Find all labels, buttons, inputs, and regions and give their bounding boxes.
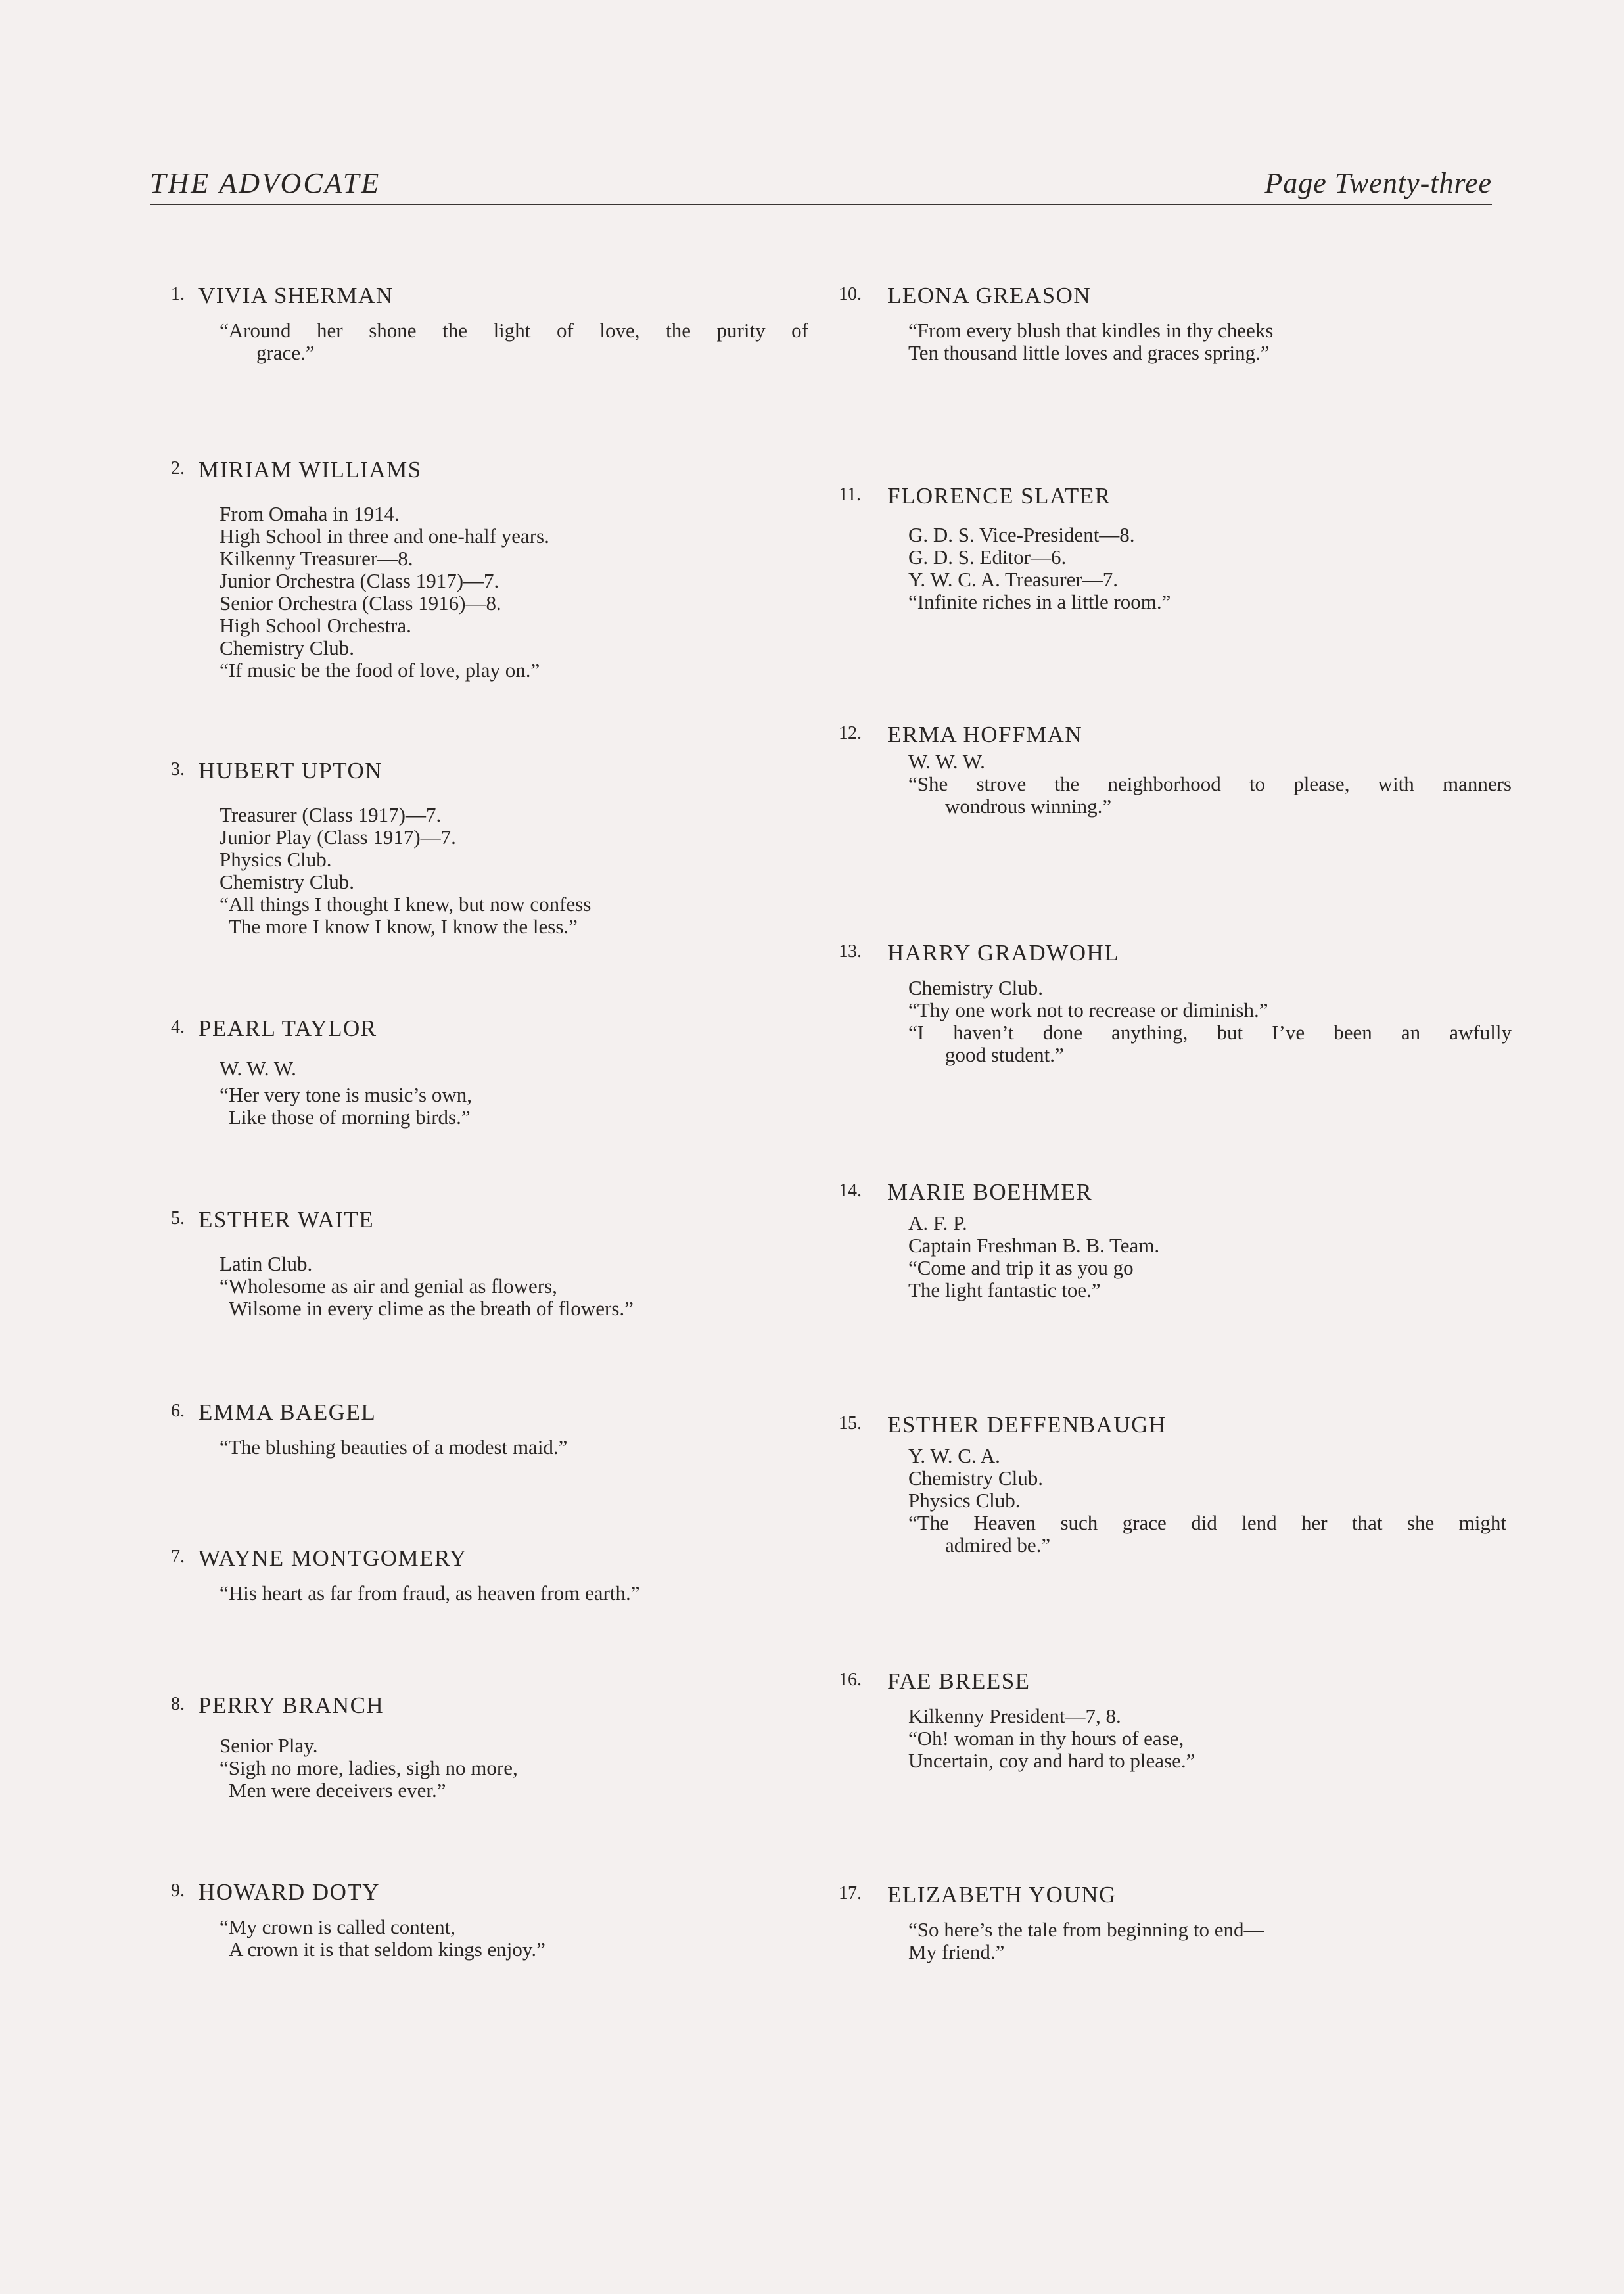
entry-number: 1. [171,284,185,304]
entry-name: FLORENCE SLATER [887,483,1111,509]
entry-number: 16. [839,1670,862,1690]
entry-line: wondrous winning.” [945,795,1112,818]
entry-15 [839,1411,1551,1557]
entry-number: 8. [171,1694,185,1714]
entry-line: Chemistry Club. [908,1466,1043,1489]
entry-line: “She strove the neighborhood to please, with manners [908,772,1512,795]
entry-name: MARIE BOEHMER [887,1179,1093,1205]
entry-line: “His heart as far from fraud, as heaven from earth.” [220,1581,640,1604]
entry-16 [839,1667,1551,1772]
entry-number: 14. [839,1181,862,1201]
entry-line: “I haven’t done anything, but I’ve been an awfully [908,1021,1512,1044]
entry-line: “Oh! woman in thy hours of ease, [908,1727,1184,1750]
entry-line: “Infinite riches in a little room.” [908,590,1171,613]
entry-number: 9. [171,1881,185,1901]
entry-line: “The blushing beauties of a modest maid.” [220,1436,568,1459]
entry-number: 17. [839,1883,862,1904]
entry-name: ESTHER DEFFENBAUGH [887,1412,1167,1438]
entry-line: Y. W. C. A. [908,1444,1000,1467]
entry-name: WAYNE MONTGOMERY [198,1545,467,1571]
page-header [150,168,1492,205]
entry-number: 4. [171,1017,185,1037]
entry-line: Physics Club. [908,1489,1021,1512]
entry-line: From Omaha in 1914. [220,502,400,525]
entry-line: “Wholesome as air and genial as flowers, [220,1275,557,1298]
entry-line: “From every blush that kindles in thy cheeks [908,319,1274,342]
entry-line: “The Heaven such grace did lend her that she might [908,1511,1506,1534]
entry-line: Uncertain, coy and hard to please.” [908,1749,1195,1772]
entry-line: grace.” [256,341,315,364]
entry-line: The light fantastic toe.” [908,1278,1101,1301]
entry-name: VIVIA SHERMAN [198,283,394,308]
entry-line: Senior Play. [220,1734,318,1757]
entry-line: Captain Freshman B. B. Team. [908,1234,1160,1257]
entry-line: “My crown is called content, [220,1915,455,1938]
entry-12 [839,720,1551,818]
entry-line: Ten thousand little loves and graces spring.” [908,341,1270,364]
entry-number: 6. [171,1401,185,1421]
entry-name: LEONA GREASON [887,283,1092,308]
entry-line: The more I know I know, I know the less.” [229,915,578,938]
page-number: Page Twenty-three [1264,167,1492,199]
entry-line: Physics Club. [220,848,332,871]
entry-name: MIRIAM WILLIAMS [198,457,422,482]
entry-line: good student.” [945,1043,1064,1066]
entry-line: High School in three and one-half years. [220,525,549,548]
entry-line: Junior Orchestra (Class 1917)—7. [220,569,499,592]
entry-line: My friend.” [908,1940,1005,1963]
entry-7 [171,1544,862,1604]
entry-number: 5. [171,1208,185,1229]
entry-line: Like those of morning birds.” [229,1106,471,1129]
entry-2 [171,456,862,682]
entry-line: A. F. P. [908,1211,967,1234]
entry-line: G. D. S. Editor—6. [908,546,1067,569]
entry-line: Y. W. C. A. Treasurer—7. [908,568,1118,591]
entry-name: ESTHER WAITE [198,1207,375,1232]
entry-number: 11. [839,484,861,505]
entry-10 [839,281,1551,364]
entry-line: “Sigh no more, ladies, sigh no more, [220,1756,518,1779]
entry-line: “All things I thought I knew, but now confess [220,893,592,916]
entry-4 [171,1014,862,1129]
entry-name: PEARL TAYLOR [198,1016,377,1041]
entry-line: “Around her shone the light of love, the purity of [220,319,808,342]
entry-9 [171,1878,862,1961]
entry-line: “If music be the food of love, play on.” [220,659,540,682]
entry-name: HOWARD DOTY [198,1879,381,1905]
entry-name: PERRY BRANCH [198,1693,384,1718]
entry-number: 3. [171,759,185,780]
entry-line: Chemistry Club. [220,636,354,659]
entry-number: 13. [839,941,862,962]
entry-line: “Thy one work not to recrease or diminish.” [908,998,1268,1021]
entry-name: ERMA HOFFMAN [887,722,1083,747]
entry-line: Kilkenny President—7, 8. [908,1704,1121,1727]
entry-line: Junior Play (Class 1917)—7. [220,826,456,849]
entry-line: admired be.” [945,1533,1051,1557]
entry-3 [171,757,862,938]
entry-line: “Her very tone is music’s own, [220,1083,472,1106]
entry-number: 12. [839,723,862,743]
entry-line: Treasurer (Class 1917)—7. [220,803,442,826]
entry-name: HUBERT UPTON [198,758,383,784]
entry-line: Latin Club. [220,1252,313,1275]
entry-line: “Come and trip it as you go [908,1256,1134,1279]
entry-line: Wilsome in every clime as the breath of flowers.” [229,1297,634,1320]
entry-14 [839,1178,1551,1301]
entry-line: A crown it is that seldom kings enjoy.” [229,1938,545,1961]
entry-line: G. D. S. Vice-President—8. [908,523,1135,546]
entry-11 [839,482,1551,613]
entry-line: W. W. W. [908,750,985,773]
entry-line: Kilkenny Treasurer—8. [220,547,413,570]
entry-17 [839,1881,1551,1963]
entry-line: W. W. W. [220,1057,296,1080]
entry-number: 2. [171,458,185,479]
entry-number: 7. [171,1547,185,1567]
entry-number: 10. [839,284,862,304]
entry-line: High School Orchestra. [220,614,411,637]
entry-line: Chemistry Club. [908,976,1043,999]
entry-name: EMMA BAEGEL [198,1399,377,1425]
entry-line: Men were deceivers ever.” [229,1779,446,1802]
entry-number: 15. [839,1413,862,1434]
entry-line: Senior Orchestra (Class 1916)—8. [220,592,501,615]
entry-name: ELIZABETH YOUNG [887,1882,1117,1908]
entry-line: Chemistry Club. [220,870,354,893]
entry-13 [839,939,1551,1066]
entry-name: HARRY GRADWOHL [887,940,1120,966]
entry-1 [171,281,862,364]
entry-6 [171,1398,862,1459]
publication-title: THE ADVOCATE [150,167,381,199]
entry-name: FAE BREESE [887,1668,1031,1694]
entry-8 [171,1691,862,1802]
entry-line: “So here’s the tale from beginning to end— [908,1918,1264,1941]
entry-5 [171,1206,862,1320]
